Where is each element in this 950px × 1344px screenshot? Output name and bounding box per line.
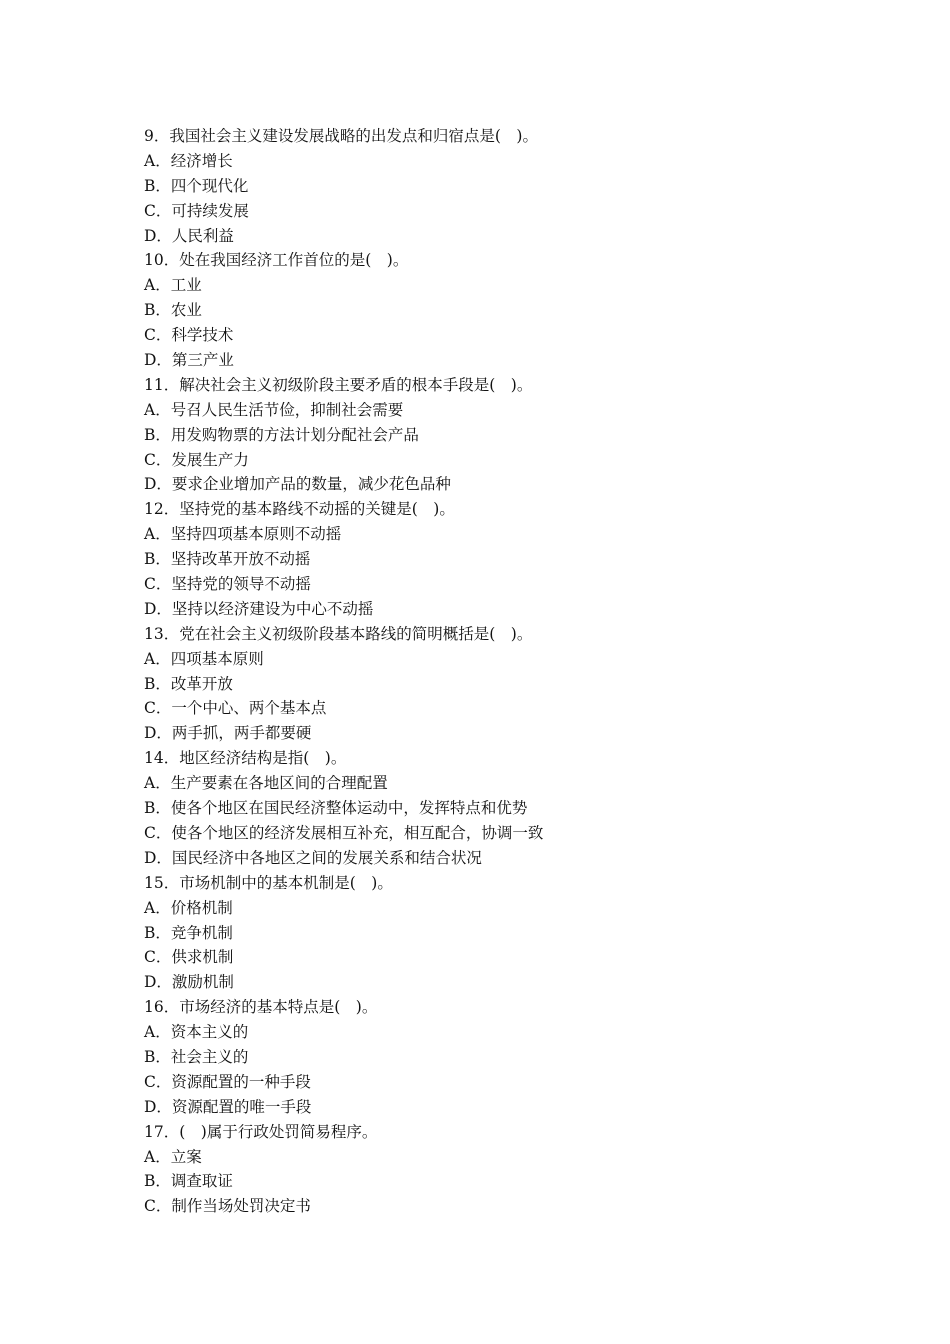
document-page xyxy=(144,124,824,1219)
option-c: C．使各个地区的经济发展相互补充，相互配合，协调一致 xyxy=(144,823,544,842)
option-b: B．农业 xyxy=(144,301,202,320)
option-c: C．科学技术 xyxy=(144,326,234,345)
question-11 xyxy=(144,373,824,497)
question-9 xyxy=(144,124,824,248)
question-stem: 11．解决社会主义初级阶段主要矛盾的根本手段是( )。 xyxy=(144,375,533,394)
option-b: B．改革开放 xyxy=(144,674,233,693)
option-b: B．竞争机制 xyxy=(144,923,233,942)
question-15 xyxy=(144,871,824,995)
option-b: B．坚持改革开放不动摇 xyxy=(144,550,311,569)
option-b: B．四个现代化 xyxy=(144,176,249,195)
option-d: D．资源配置的唯一手段 xyxy=(144,1097,312,1116)
option-a: A．资本主义的 xyxy=(144,1023,249,1042)
option-b: B．调查取证 xyxy=(144,1172,233,1191)
option-b: B．社会主义的 xyxy=(144,1047,249,1066)
question-17 xyxy=(144,1120,824,1220)
option-a: A．工业 xyxy=(144,276,202,295)
question-stem: 17．( )属于行政处罚简易程序。 xyxy=(144,1122,378,1141)
option-d: D．要求企业增加产品的数量，减少花色品种 xyxy=(144,475,451,494)
option-d: D．第三产业 xyxy=(144,351,234,370)
option-a: A．号召人民生活节俭，抑制社会需要 xyxy=(144,400,404,419)
option-d: D．两手抓，两手都要硬 xyxy=(144,724,312,743)
option-c: C．制作当场处罚决定书 xyxy=(144,1197,311,1216)
option-a: A．价格机制 xyxy=(144,898,233,917)
option-d: D．坚持以经济建设为中心不动摇 xyxy=(144,599,374,618)
question-13 xyxy=(144,622,824,746)
option-d: D．国民经济中各地区之间的发展关系和结合状况 xyxy=(144,848,482,867)
option-d: D．人民利益 xyxy=(144,226,234,245)
question-stem: 9．我国社会主义建设发展战略的出发点和归宿点是( )。 xyxy=(144,127,538,145)
question-stem: 14．地区经济结构是指( )。 xyxy=(144,749,347,768)
option-a: A．生产要素在各地区间的合理配置 xyxy=(144,774,388,793)
option-d: D．激励机制 xyxy=(144,973,234,992)
option-c: C．发展生产力 xyxy=(144,450,249,469)
option-a: A．坚持四项基本原则不动摇 xyxy=(144,525,342,544)
option-c: C．供求机制 xyxy=(144,948,234,967)
question-stem: 15．市场机制中的基本机制是( )。 xyxy=(144,873,393,892)
question-stem: 13．党在社会主义初级阶段基本路线的简明概括是( )。 xyxy=(144,624,533,643)
option-a: A．四项基本原则 xyxy=(144,649,264,668)
option-b: B．使各个地区在国民经济整体运动中，发挥特点和优势 xyxy=(144,799,528,818)
option-a: A．立案 xyxy=(144,1147,202,1166)
option-c: C．一个中心、两个基本点 xyxy=(144,699,327,718)
question-stem: 12．坚持党的基本路线不动摇的关键是( )。 xyxy=(144,500,455,519)
option-c: C．资源配置的一种手段 xyxy=(144,1072,311,1091)
question-stem: 10．处在我国经济工作首位的是( )。 xyxy=(144,251,409,270)
question-10 xyxy=(144,248,824,372)
question-stem: 16．市场经济的基本特点是( )。 xyxy=(144,998,378,1017)
question-12 xyxy=(144,497,824,621)
option-c: C．坚持党的领导不动摇 xyxy=(144,575,311,594)
option-c: C．可持续发展 xyxy=(144,201,249,220)
question-14 xyxy=(144,746,824,870)
question-16 xyxy=(144,995,824,1119)
option-a: A．经济增长 xyxy=(144,151,233,170)
option-b: B．用发购物票的方法计划分配社会产品 xyxy=(144,425,419,444)
